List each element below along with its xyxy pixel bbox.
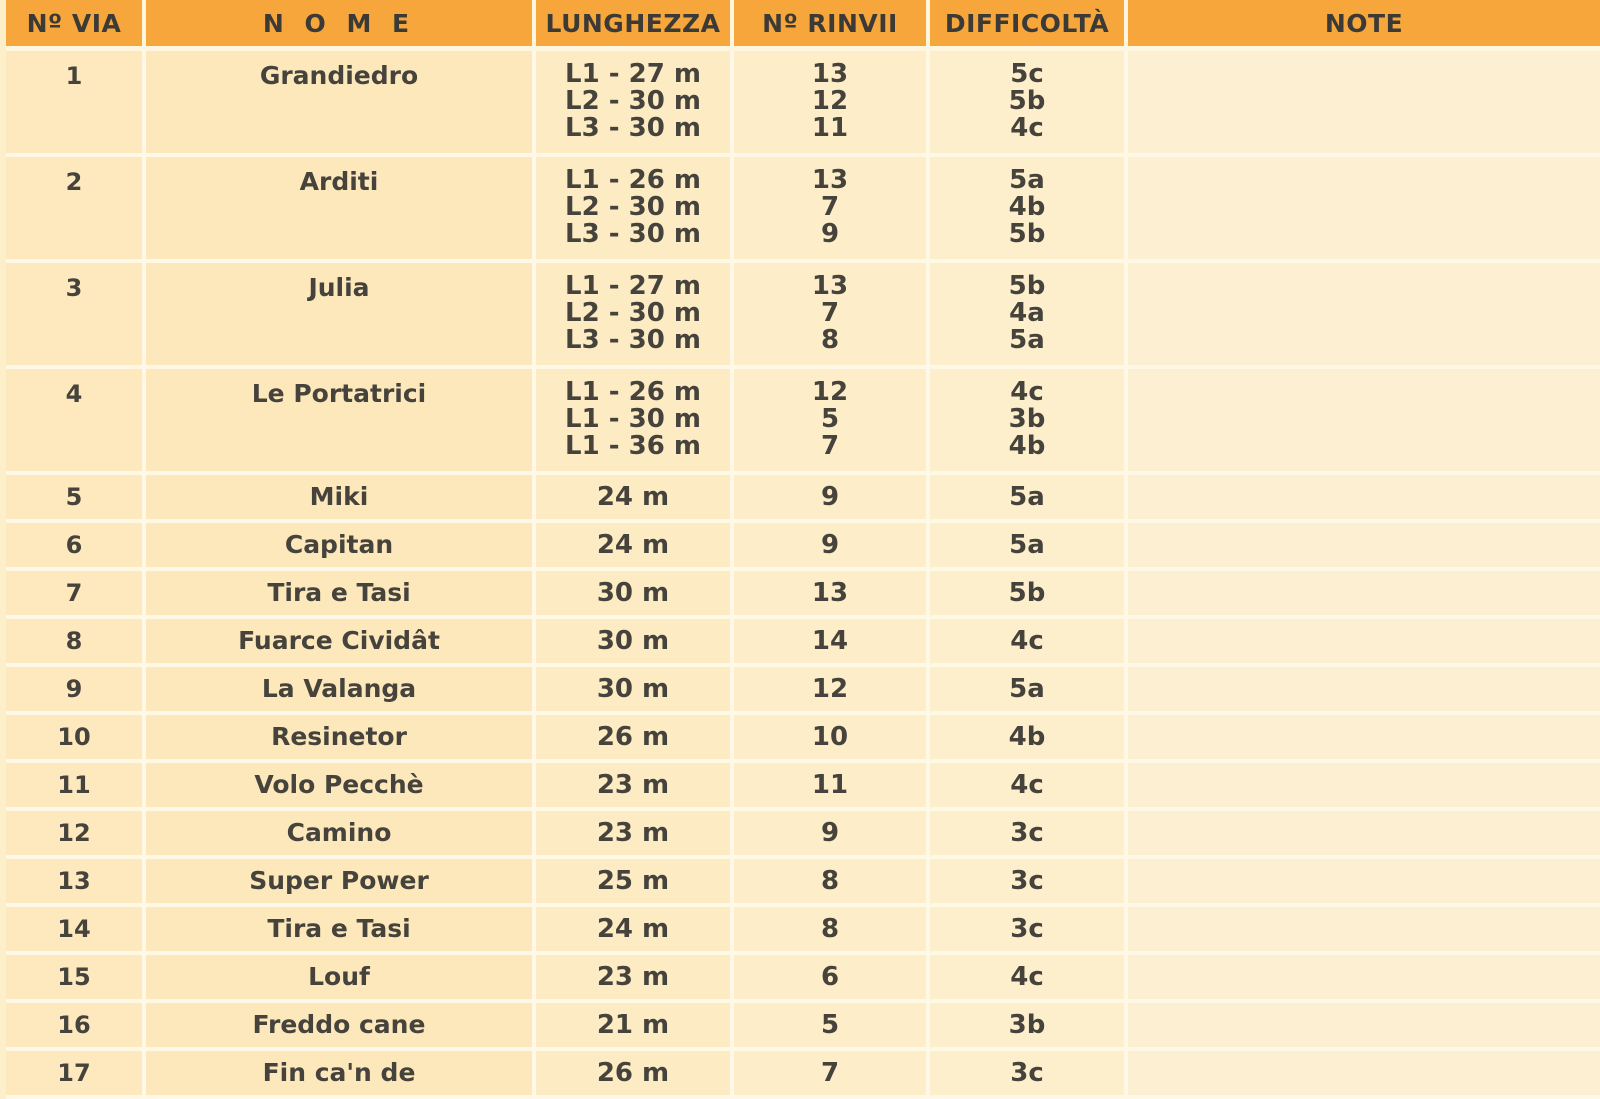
route-quickdraws bbox=[732, 953, 928, 1001]
route-length-value: L2 - 30 m bbox=[565, 298, 701, 328]
route-difficulty bbox=[928, 521, 1126, 569]
route-quickdraws bbox=[732, 155, 928, 261]
route-difficulty bbox=[928, 953, 1126, 1001]
route-name-text: Super Power bbox=[249, 866, 429, 895]
header-route-name: N O M E bbox=[144, 0, 534, 49]
route-length bbox=[534, 665, 732, 713]
route-notes bbox=[1126, 569, 1600, 617]
route-length-value: L1 - 26 m bbox=[565, 165, 701, 195]
table-row bbox=[6, 617, 1600, 665]
route-number-text: 3 bbox=[65, 274, 83, 302]
route-length bbox=[534, 1049, 732, 1097]
route-difficulty-value: 4c bbox=[1010, 769, 1044, 800]
route-length-value: 23 m bbox=[596, 961, 670, 992]
route-length-value: 23 m bbox=[596, 817, 670, 848]
route-length-value: 24 m bbox=[596, 529, 670, 560]
route-difficulty bbox=[928, 713, 1126, 761]
route-name-text: Tira e Tasi bbox=[267, 914, 411, 943]
route-quickdraws-value: 7 bbox=[820, 431, 840, 461]
route-difficulty bbox=[928, 367, 1126, 473]
table-row bbox=[6, 905, 1600, 953]
route-number bbox=[6, 665, 144, 713]
route-notes bbox=[1126, 261, 1600, 367]
route-name bbox=[144, 953, 534, 1001]
route-length-value: 21 m bbox=[596, 1009, 670, 1040]
route-difficulty bbox=[928, 569, 1126, 617]
header-length: LUNGHEZZA bbox=[534, 0, 732, 49]
route-number bbox=[6, 473, 144, 521]
route-length-value: 25 m bbox=[596, 865, 670, 896]
route-difficulty bbox=[928, 49, 1126, 156]
route-difficulty-value: 4b bbox=[1008, 721, 1046, 752]
table-row bbox=[6, 49, 1600, 156]
route-notes bbox=[1126, 49, 1600, 156]
route-difficulty-value: 4c bbox=[1010, 625, 1044, 656]
route-quickdraws-value: 11 bbox=[811, 113, 849, 143]
route-number bbox=[6, 155, 144, 261]
route-name-text: Grandiedro bbox=[259, 61, 419, 90]
route-difficulty-value: 5c bbox=[1010, 59, 1044, 89]
route-notes bbox=[1126, 155, 1600, 261]
route-notes bbox=[1126, 857, 1600, 905]
route-notes bbox=[1126, 521, 1600, 569]
header-notes: NOTE bbox=[1126, 0, 1600, 49]
table-row bbox=[6, 155, 1600, 261]
route-quickdraws-value: 12 bbox=[811, 673, 849, 704]
route-quickdraws bbox=[732, 713, 928, 761]
route-difficulty-value: 3c bbox=[1010, 865, 1044, 896]
route-length-value: 23 m bbox=[596, 769, 670, 800]
route-number-text: 11 bbox=[57, 771, 91, 799]
route-quickdraws-value: 12 bbox=[811, 377, 849, 407]
route-number bbox=[6, 713, 144, 761]
route-name-text: Le Portatrici bbox=[251, 379, 427, 408]
route-length bbox=[534, 713, 732, 761]
route-name-text: Volo Pecchè bbox=[254, 770, 424, 799]
route-number bbox=[6, 809, 144, 857]
route-length-value: L3 - 30 m bbox=[565, 325, 701, 355]
route-length bbox=[534, 155, 732, 261]
route-length bbox=[534, 569, 732, 617]
table-row bbox=[6, 367, 1600, 473]
route-number bbox=[6, 49, 144, 156]
table-row bbox=[6, 521, 1600, 569]
route-length bbox=[534, 473, 732, 521]
route-length-value: L3 - 30 m bbox=[565, 113, 701, 143]
table-row bbox=[6, 761, 1600, 809]
table-row bbox=[6, 1001, 1600, 1049]
route-quickdraws-value: 9 bbox=[820, 481, 840, 512]
route-length-value: L1 - 26 m bbox=[565, 377, 701, 407]
route-difficulty bbox=[928, 261, 1126, 367]
route-name bbox=[144, 1049, 534, 1097]
route-length-value: 24 m bbox=[596, 481, 670, 512]
route-difficulty-value: 5a bbox=[1009, 325, 1045, 355]
route-length bbox=[534, 49, 732, 156]
route-name bbox=[144, 155, 534, 261]
route-quickdraws-value: 7 bbox=[820, 1057, 840, 1088]
route-name bbox=[144, 521, 534, 569]
route-quickdraws-value: 7 bbox=[820, 192, 840, 222]
route-length-value: L1 - 30 m bbox=[565, 404, 701, 434]
route-name bbox=[144, 809, 534, 857]
route-name bbox=[144, 473, 534, 521]
route-length bbox=[534, 521, 732, 569]
route-notes bbox=[1126, 1001, 1600, 1049]
route-name-text: Louf bbox=[308, 962, 370, 991]
route-quickdraws bbox=[732, 857, 928, 905]
route-quickdraws-value: 9 bbox=[820, 817, 840, 848]
route-name-text: Fin ca'n de bbox=[262, 1058, 416, 1087]
route-quickdraws-value: 5 bbox=[820, 404, 840, 434]
table-row bbox=[6, 713, 1600, 761]
route-name bbox=[144, 1001, 534, 1049]
route-name-text: Miki bbox=[309, 482, 369, 511]
route-number-text: 5 bbox=[65, 483, 83, 511]
route-notes bbox=[1126, 905, 1600, 953]
route-notes bbox=[1126, 953, 1600, 1001]
route-length-value: 30 m bbox=[596, 577, 670, 608]
route-quickdraws bbox=[732, 617, 928, 665]
route-name bbox=[144, 617, 534, 665]
header-quickdraws: Nº RINVII bbox=[732, 0, 928, 49]
route-length-value: L1 - 36 m bbox=[565, 431, 701, 461]
route-quickdraws bbox=[732, 761, 928, 809]
route-quickdraws bbox=[732, 905, 928, 953]
table-row bbox=[6, 569, 1600, 617]
route-number bbox=[6, 1001, 144, 1049]
route-number-text: 2 bbox=[65, 168, 83, 196]
route-quickdraws-value: 8 bbox=[820, 913, 840, 944]
route-difficulty-value: 4a bbox=[1009, 298, 1045, 328]
route-length-value: 26 m bbox=[596, 1057, 670, 1088]
route-quickdraws-value: 5 bbox=[820, 1009, 840, 1040]
route-length-value: L2 - 30 m bbox=[565, 192, 701, 222]
route-difficulty-value: 3c bbox=[1010, 817, 1044, 848]
route-difficulty bbox=[928, 905, 1126, 953]
route-difficulty-value: 4c bbox=[1010, 961, 1044, 992]
route-notes bbox=[1126, 665, 1600, 713]
header-route-number: Nº VIA bbox=[6, 0, 144, 49]
route-quickdraws-value: 8 bbox=[820, 865, 840, 896]
route-name bbox=[144, 857, 534, 905]
route-number bbox=[6, 617, 144, 665]
route-name-text: Resinetor bbox=[271, 722, 407, 751]
route-difficulty-value: 5a bbox=[1009, 165, 1045, 195]
route-quickdraws-value: 7 bbox=[820, 298, 840, 328]
table-row bbox=[6, 261, 1600, 367]
route-length bbox=[534, 1001, 732, 1049]
route-difficulty-value: 5b bbox=[1008, 219, 1046, 249]
route-length bbox=[534, 953, 732, 1001]
route-quickdraws-value: 13 bbox=[811, 59, 849, 89]
route-number bbox=[6, 1049, 144, 1097]
route-length-value: L1 - 27 m bbox=[565, 59, 701, 89]
route-quickdraws-value: 12 bbox=[811, 86, 849, 116]
route-difficulty-value: 4b bbox=[1008, 431, 1046, 461]
route-number bbox=[6, 953, 144, 1001]
route-length-value: L1 - 27 m bbox=[565, 271, 701, 301]
route-name-text: Julia bbox=[308, 273, 370, 302]
route-quickdraws-value: 13 bbox=[811, 271, 849, 301]
route-name bbox=[144, 665, 534, 713]
route-notes bbox=[1126, 809, 1600, 857]
route-difficulty-value: 3b bbox=[1008, 404, 1046, 434]
route-name bbox=[144, 261, 534, 367]
route-difficulty-value: 4c bbox=[1010, 377, 1044, 407]
route-number-text: 8 bbox=[65, 627, 83, 655]
route-number-text: 1 bbox=[65, 62, 83, 90]
route-quickdraws bbox=[732, 261, 928, 367]
route-notes bbox=[1126, 1049, 1600, 1097]
route-difficulty bbox=[928, 1049, 1126, 1097]
route-length-value: L2 - 30 m bbox=[565, 86, 701, 116]
route-name bbox=[144, 569, 534, 617]
route-quickdraws bbox=[732, 473, 928, 521]
route-length bbox=[534, 617, 732, 665]
table-row bbox=[6, 809, 1600, 857]
route-quickdraws-value: 8 bbox=[820, 325, 840, 355]
route-difficulty-value: 5a bbox=[1009, 673, 1045, 704]
route-quickdraws-value: 9 bbox=[820, 529, 840, 560]
route-number-text: 15 bbox=[57, 963, 91, 991]
route-number bbox=[6, 569, 144, 617]
route-number-text: 16 bbox=[57, 1011, 91, 1039]
route-name bbox=[144, 761, 534, 809]
route-quickdraws-value: 9 bbox=[820, 219, 840, 249]
route-difficulty-value: 4c bbox=[1010, 113, 1044, 143]
route-length-value: L3 - 30 m bbox=[565, 219, 701, 249]
route-number-text: 13 bbox=[57, 867, 91, 895]
route-difficulty-value: 5b bbox=[1008, 271, 1046, 301]
route-quickdraws bbox=[732, 1001, 928, 1049]
route-number-text: 14 bbox=[57, 915, 91, 943]
route-name-text: Capitan bbox=[284, 530, 394, 559]
route-number bbox=[6, 761, 144, 809]
route-notes bbox=[1126, 713, 1600, 761]
route-difficulty bbox=[928, 665, 1126, 713]
route-name-text: Freddo cane bbox=[252, 1010, 426, 1039]
route-quickdraws bbox=[732, 1049, 928, 1097]
route-difficulty bbox=[928, 809, 1126, 857]
route-length bbox=[534, 367, 732, 473]
route-number-text: 12 bbox=[57, 819, 91, 847]
route-name-text: Fuarce Cividât bbox=[238, 626, 440, 655]
route-name-text: Arditi bbox=[299, 167, 379, 196]
route-name bbox=[144, 367, 534, 473]
route-difficulty bbox=[928, 761, 1126, 809]
table-row bbox=[6, 473, 1600, 521]
route-notes bbox=[1126, 761, 1600, 809]
route-difficulty-value: 3c bbox=[1010, 913, 1044, 944]
route-difficulty bbox=[928, 473, 1126, 521]
route-difficulty bbox=[928, 857, 1126, 905]
route-name bbox=[144, 713, 534, 761]
route-difficulty bbox=[928, 1001, 1126, 1049]
header-difficulty: DIFFICOLTÀ bbox=[928, 0, 1126, 49]
header-row bbox=[6, 0, 1600, 49]
route-quickdraws-value: 10 bbox=[811, 721, 849, 752]
route-quickdraws-value: 13 bbox=[811, 577, 849, 608]
route-quickdraws bbox=[732, 367, 928, 473]
route-notes bbox=[1126, 367, 1600, 473]
route-name bbox=[144, 49, 534, 156]
route-number-text: 6 bbox=[65, 531, 83, 559]
routes-table bbox=[6, 0, 1600, 1099]
route-notes bbox=[1126, 473, 1600, 521]
route-number bbox=[6, 367, 144, 473]
route-notes bbox=[1126, 617, 1600, 665]
route-length bbox=[534, 761, 732, 809]
route-length bbox=[534, 809, 732, 857]
route-quickdraws bbox=[732, 521, 928, 569]
route-length bbox=[534, 261, 732, 367]
route-quickdraws bbox=[732, 49, 928, 156]
route-quickdraws bbox=[732, 569, 928, 617]
route-length-value: 24 m bbox=[596, 913, 670, 944]
route-difficulty-value: 5b bbox=[1008, 86, 1046, 116]
route-length bbox=[534, 905, 732, 953]
table-row bbox=[6, 953, 1600, 1001]
route-difficulty-value: 3b bbox=[1008, 1009, 1046, 1040]
route-length-value: 26 m bbox=[596, 721, 670, 752]
route-difficulty bbox=[928, 155, 1126, 261]
route-name-text: Camino bbox=[286, 818, 392, 847]
route-length bbox=[534, 857, 732, 905]
route-length-value: 30 m bbox=[596, 673, 670, 704]
route-number-text: 7 bbox=[65, 579, 83, 607]
route-quickdraws-value: 6 bbox=[820, 961, 840, 992]
route-number-text: 9 bbox=[65, 675, 83, 703]
route-quickdraws-value: 11 bbox=[811, 769, 849, 800]
table-row bbox=[6, 665, 1600, 713]
route-number bbox=[6, 521, 144, 569]
route-difficulty-value: 3c bbox=[1010, 1057, 1044, 1088]
route-number-text: 17 bbox=[57, 1059, 91, 1087]
route-number bbox=[6, 261, 144, 367]
route-difficulty bbox=[928, 617, 1126, 665]
route-number-text: 10 bbox=[57, 723, 91, 751]
route-number bbox=[6, 857, 144, 905]
route-difficulty-value: 5a bbox=[1009, 481, 1045, 512]
route-number bbox=[6, 905, 144, 953]
route-name-text: Tira e Tasi bbox=[267, 578, 411, 607]
route-number-text: 4 bbox=[65, 380, 83, 408]
route-length-value: 30 m bbox=[596, 625, 670, 656]
route-name bbox=[144, 905, 534, 953]
route-quickdraws bbox=[732, 809, 928, 857]
route-difficulty-value: 5a bbox=[1009, 529, 1045, 560]
route-name-text: La Valanga bbox=[261, 674, 417, 703]
route-quickdraws-value: 13 bbox=[811, 165, 849, 195]
route-rows bbox=[6, 49, 1600, 1098]
route-difficulty-value: 5b bbox=[1008, 577, 1046, 608]
table-row bbox=[6, 857, 1600, 905]
route-quickdraws-value: 14 bbox=[811, 625, 849, 656]
table-row bbox=[6, 1049, 1600, 1097]
route-difficulty-value: 4b bbox=[1008, 192, 1046, 222]
route-quickdraws bbox=[732, 665, 928, 713]
